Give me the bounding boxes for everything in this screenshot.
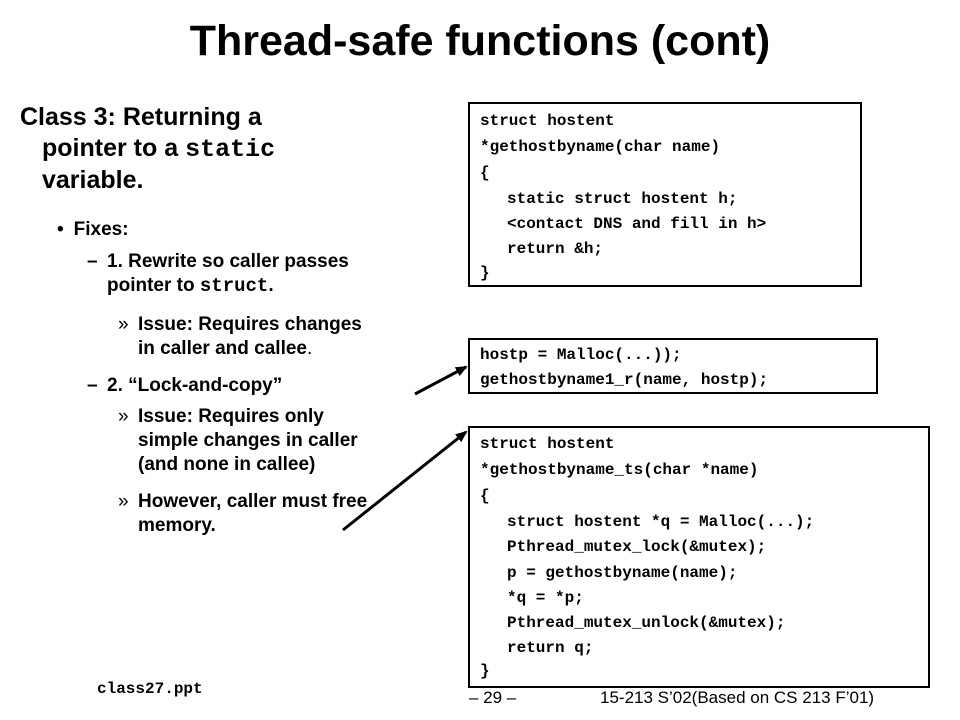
issue-1-line2-bold: in caller and callee (138, 338, 307, 359)
code-line: gethostbyname1_r(name, hostp); (480, 371, 769, 389)
code-line: *gethostbyname_ts(char *name) (480, 461, 759, 479)
bullet-marker: • (57, 219, 64, 240)
code-line: Pthread_mutex_lock(&mutex); (507, 538, 767, 556)
code-line: hostp = Malloc(...)); (480, 346, 682, 364)
fix-1-line2-text: pointer to (107, 275, 200, 296)
class-heading-line1: Class 3: Returning a (20, 103, 262, 131)
fix-1-line2-end: . (268, 275, 274, 296)
code-line: } (480, 264, 490, 282)
code-line: struct hostent *q = Malloc(...); (507, 513, 815, 531)
code-line: Pthread_mutex_unlock(&mutex); (507, 614, 786, 632)
code-line: p = gethostbyname(name); (507, 564, 738, 582)
issue-2-line1: Issue: Requires only (138, 406, 324, 427)
fix-1-struct-code: struct (199, 275, 269, 297)
code-line: struct hostent (480, 435, 615, 453)
code-line: } (480, 662, 490, 680)
issue-3-line1: However, caller must free (138, 491, 368, 512)
slide-title: Thread-safe functions (cont) (189, 17, 771, 65)
class-heading-line3: variable. (42, 166, 144, 194)
issue-2-marker: » (118, 406, 129, 427)
footer-page-number: – 29 – (469, 688, 517, 707)
issue-2-line2: simple changes in caller (138, 430, 358, 451)
issue-2-line3: (and none in callee) (138, 454, 316, 475)
code-line: *gethostbyname(char name) (480, 138, 721, 156)
issue-1-marker: » (118, 314, 129, 335)
code-line: struct hostent (480, 112, 615, 130)
issue-1-line2-end: . (306, 338, 313, 359)
footer-filename: class27.ppt (97, 680, 203, 698)
class-heading-static-code: static (185, 135, 276, 164)
fix-2-text: 2. “Lock-and-copy” (107, 375, 283, 396)
code-line: { (480, 487, 490, 505)
issue-3-marker: » (118, 491, 129, 512)
arrow-to-reentrant-call (415, 367, 466, 394)
arrow-to-lock-and-copy (343, 432, 466, 530)
fix-2-dash: – (87, 375, 98, 396)
code-line: { (480, 164, 490, 182)
class-heading-line2-text: pointer to a (42, 134, 186, 162)
issue-3-line2: memory. (138, 515, 216, 536)
issue-1-line1: Issue: Requires changes (138, 314, 362, 335)
fix-1-dash: – (87, 251, 98, 272)
footer-course: 15-213 S’02(Based on CS 213 F’01) (600, 688, 875, 707)
code-line: *q = *p; (507, 589, 584, 607)
code-line: return &h; (507, 240, 604, 258)
fix-1-line1: 1. Rewrite so caller passes (107, 251, 349, 272)
code-line: return q; (507, 639, 594, 657)
fixes-label: Fixes: (73, 219, 129, 240)
code-line: static struct hostent h; (507, 190, 738, 208)
code-line: <contact DNS and fill in h> (507, 215, 767, 233)
